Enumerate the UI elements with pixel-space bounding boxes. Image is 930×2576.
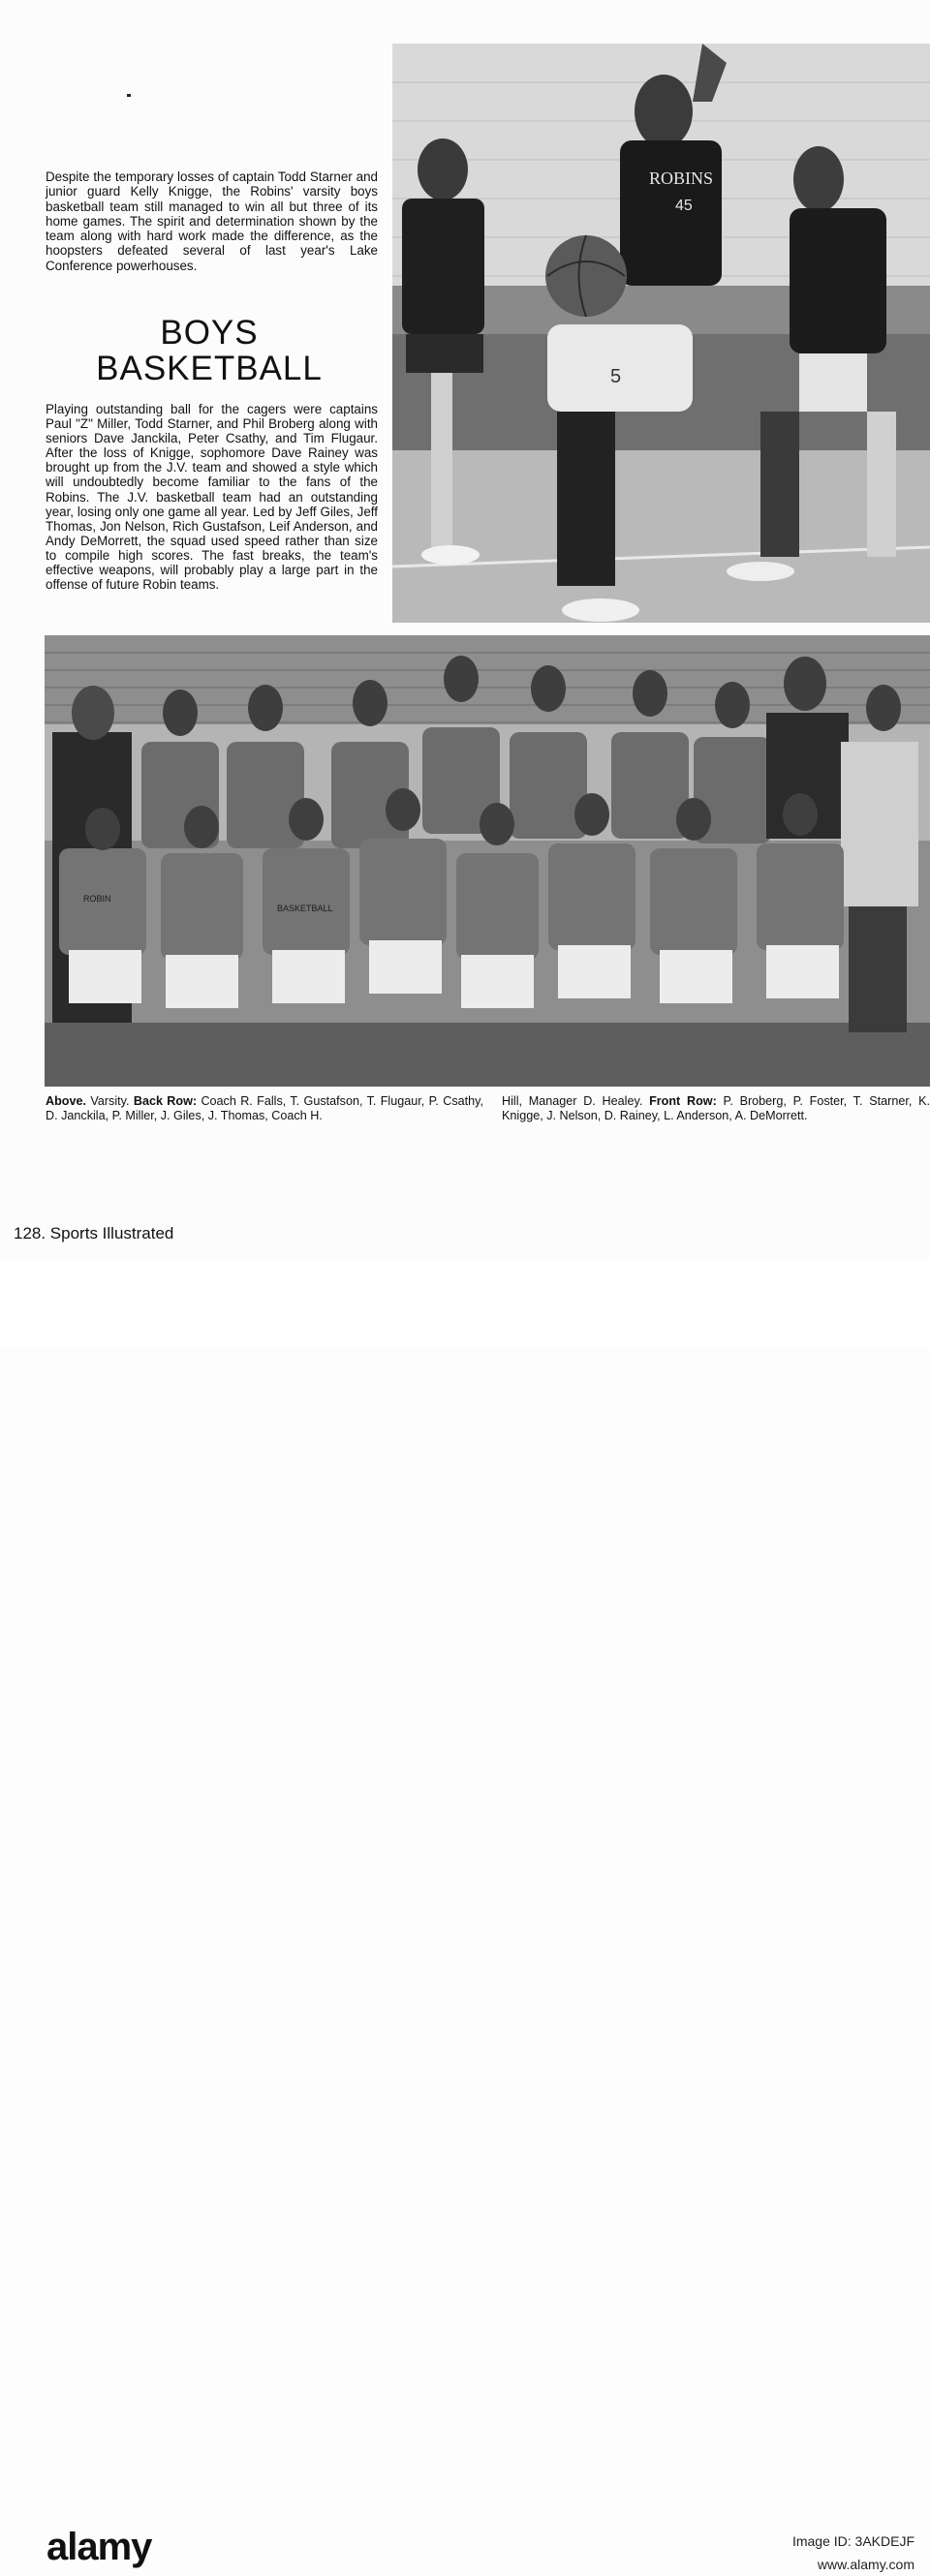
- print-speck: [127, 94, 131, 97]
- tank-lettering-robin: ROBIN: [83, 894, 111, 904]
- body-paragraph: Playing outstanding ball for the cagers were captains Paul "Z" Miller, Todd Starner, and Phil Broberg along with seniors Dave Janckila, Peter Csathy, and Tim Flugaur. After the loss of Knigge, sophomore Dave Rainey was brought up from the J.V. team and showed a style which will undoubtedly become familiar to the fans of the Robins. The J.V. basketball team had an outstanding year, losing only one game all year. Led by Jeff Giles, Jeff Thomas, Jon Nelson, Rich Gustafson, Leif Anderson, and Andy DeMorrett, the squad used speed rather than size to compile high scores. The fast breaks, the team's effective weapons, will probably play a large part in the offense of future Robin teams.: [46, 402, 378, 593]
- opponent-jersey-number: 5: [610, 366, 622, 387]
- yearbook-page: [0, 0, 930, 1259]
- title-line-boys: BOYS: [160, 314, 259, 352]
- caption-front-row-names: P. Broberg, P. Foster, T. Starner, K. Knigge, J. Nelson, D. Rainey, L. Anderson, A. DeMorrett.: [502, 1094, 930, 1122]
- caption-back-row-label: Back Row:: [133, 1094, 198, 1108]
- caption-continued-names: Hill, Manager D. Healey.: [502, 1094, 650, 1108]
- watermark-meta: [792, 2530, 914, 2576]
- watermark-image-id: Image ID: 3AKDEJF: [791, 2533, 914, 2549]
- jersey-number-45: 45: [675, 198, 693, 214]
- game-action-photo: [392, 44, 930, 623]
- caption-right: [502, 1094, 930, 1123]
- title-line-basketball: BASKETBALL: [96, 350, 323, 387]
- caption-varsity: Varsity.: [86, 1094, 134, 1108]
- caption-left: [46, 1094, 483, 1123]
- stock-watermark-bar: [0, 1259, 930, 2572]
- jersey-lettering: ROBINS: [649, 169, 714, 188]
- page-folio: 128. Sports Illustrated: [14, 1224, 174, 1242]
- watermark-logo: alamy: [46, 2526, 152, 2568]
- caption-back-row-names: Coach R. Falls, T. Gustafson, T. Flugaur, P. Csathy, D. Janckila, P. Miller, J. Giles, J. Thomas, Coach H.: [46, 1094, 483, 1122]
- varsity-team-photo: [45, 635, 930, 1087]
- caption-front-row-label: Front Row:: [649, 1094, 717, 1108]
- article-title: [39, 315, 380, 386]
- game-action-illustration: [392, 44, 930, 623]
- intro-paragraph: Despite the temporary losses of captain Todd Starner and junior guard Kelly Knigge, the Robins' varsity boys basketball team still managed to win all but three of its home games. The spirit and determination shown by the team along with hard work made the difference, as the hoopsters defeated several of last year's Lake Conference powerhouses.: [46, 169, 378, 273]
- tank-lettering-basketball: BASKETBALL: [277, 904, 333, 913]
- watermark-site: www.alamy.com: [817, 2557, 914, 2572]
- team-photo-illustration: [45, 635, 930, 1087]
- caption-above-label: Above.: [46, 1094, 86, 1108]
